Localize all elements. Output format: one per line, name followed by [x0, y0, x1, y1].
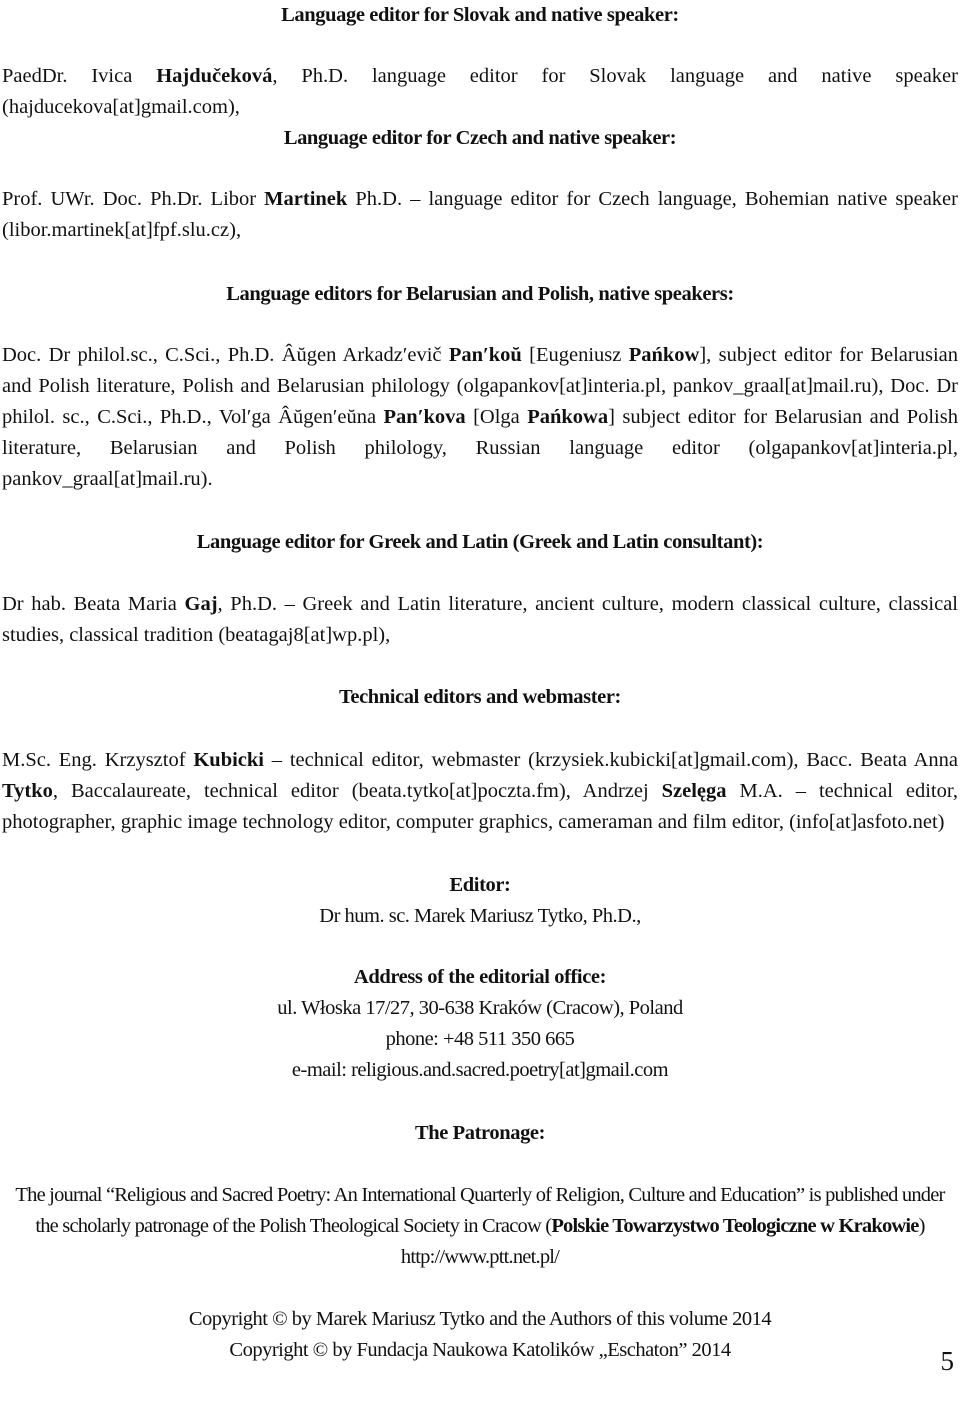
greek-editor-surname: Gaj [184, 593, 218, 615]
slovak-editor-paragraph [2, 61, 958, 123]
editor-heading: Editor: [449, 874, 511, 896]
editor-name: Dr hum. sc. Marek Mariusz Tytko, Ph.D., [319, 905, 641, 927]
patronage-url: ) http://www.ptt.net.pl/ [400, 1215, 925, 1268]
copyright-line-2: Copyright © by Fundacja Naukowa Katolików „Eschaton” 2014 [229, 1339, 731, 1361]
belarusian-text-2: [Eugeniusz [521, 344, 629, 366]
technical-text-4: M.A. – technical editor, photographer, graphic image technology editor, computer graphics, cameraman and film editor, (info[at]asfoto.net) [2, 780, 959, 833]
belarusian-text-5: ] subject editor for Belarusian and Polish literature, Belarusian and Polish philology, Russian language editor (olgapankov[at]interia.pl, pankov_graal[at]mail.ru). [2, 406, 958, 490]
slovak-editor-heading: Language editor for Slovak and native speaker: [281, 4, 679, 26]
patronage-text: The journal “Religious and Sacred Poetry: An International Quarterly of Religion, Culture and Education” is published under the scholarly patronage of the Polish Theological Society in Cracow ( [15, 1184, 945, 1237]
greek-latin-editor-paragraph [2, 589, 958, 651]
czech-editor-surname: Martinek [264, 188, 348, 210]
belarusian-editor-surname-3: Pan′kova [383, 406, 466, 428]
greek-text: Dr hab. Beata Maria [2, 593, 185, 615]
slovak-text-2: , Ph.D. language editor for Slovak language and native speaker (hajducekova[at]gmail.com), [2, 65, 958, 118]
slovak-editor-surname: Hajdučeková [156, 65, 273, 87]
slovak-text: PaedDr. Ivica [2, 65, 157, 87]
technical-editor-surname-2: Tytko [2, 780, 53, 802]
czech-editor-paragraph [2, 184, 958, 246]
address-street: ul. Włoska 17/27, 30-638 Kraków (Cracow), Poland [277, 997, 683, 1019]
belarusian-text-3: ], subject editor for Belarusian and Polish literature, Polish and Belarusian philology (olgapankov[at]interia.pl, pankov_graal[at]mail.ru), Doc. Dr philol. sc., C.Sci., Ph.D., Vol′ga Âŭgen′eŭna [2, 344, 958, 428]
patronage-heading: The Patronage: [414, 1122, 546, 1144]
belarusian-text-4: [Olga [465, 406, 528, 428]
belarusian-editor-surname-4: Pańkowa [527, 406, 609, 428]
address-heading: Address of the editorial office: [353, 966, 607, 988]
patronage-paragraph [6, 1180, 954, 1273]
technical-text-2: – technical editor, webmaster (krzysiek.kubicki[at]gmail.com), Bacc. Beata Anna [264, 749, 958, 771]
greek-text-2: , Ph.D. – Greek and Latin literature, ancient culture, modern classical culture, classical studies, classical tradition (beatagaj8[at]wp.pl), [2, 593, 958, 646]
technical-editors-paragraph [2, 745, 958, 838]
address-email: e-mail: religious.and.sacred.poetry[at]gmail.com [291, 1059, 669, 1081]
belarusian-editors-paragraph [2, 340, 958, 495]
copyright-line-1: Copyright © by Marek Mariusz Tytko and the Authors of this volume 2014 [188, 1308, 772, 1330]
czech-text-2: Ph.D. – language editor for Czech language, Bohemian native speaker (libor.martinek[at]fpf.slu.cz), [2, 188, 958, 241]
technical-text-3: , Baccalaureate, technical editor (beata.tytko[at]poczta.fm), Andrzej [52, 780, 662, 802]
belarusian-editor-surname-2: Pańkow [628, 344, 700, 366]
address-phone: phone: +48 511 350 665 [385, 1028, 575, 1050]
czech-editor-heading: Language editor for Czech and native speaker: [283, 127, 677, 149]
technical-editors-heading: Technical editors and webmaster: [339, 686, 621, 708]
technical-editor-surname-3: Szelęga [661, 780, 727, 802]
technical-text: M.Sc. Eng. Krzysztof [2, 749, 194, 771]
belarusian-text: Doc. Dr philol.sc., C.Sci., Ph.D. Âŭgen Arkadz′evič [2, 344, 449, 366]
patronage-society-name: Polskie Towarzystwo Teologiczne w Krakowie [551, 1215, 919, 1237]
greek-latin-editor-heading: Language editor for Greek and Latin (Greek and Latin consultant): [196, 531, 764, 553]
page-number: 5 [940, 1346, 954, 1376]
technical-editor-surname-1: Kubicki [193, 749, 264, 771]
czech-text: Prof. UWr. Doc. Ph.Dr. Libor [2, 188, 265, 210]
belarusian-editor-surname-1: Pan′koŭ [448, 344, 522, 366]
belarusian-editors-heading: Language editors for Belarusian and Polish, native speakers: [226, 283, 734, 305]
